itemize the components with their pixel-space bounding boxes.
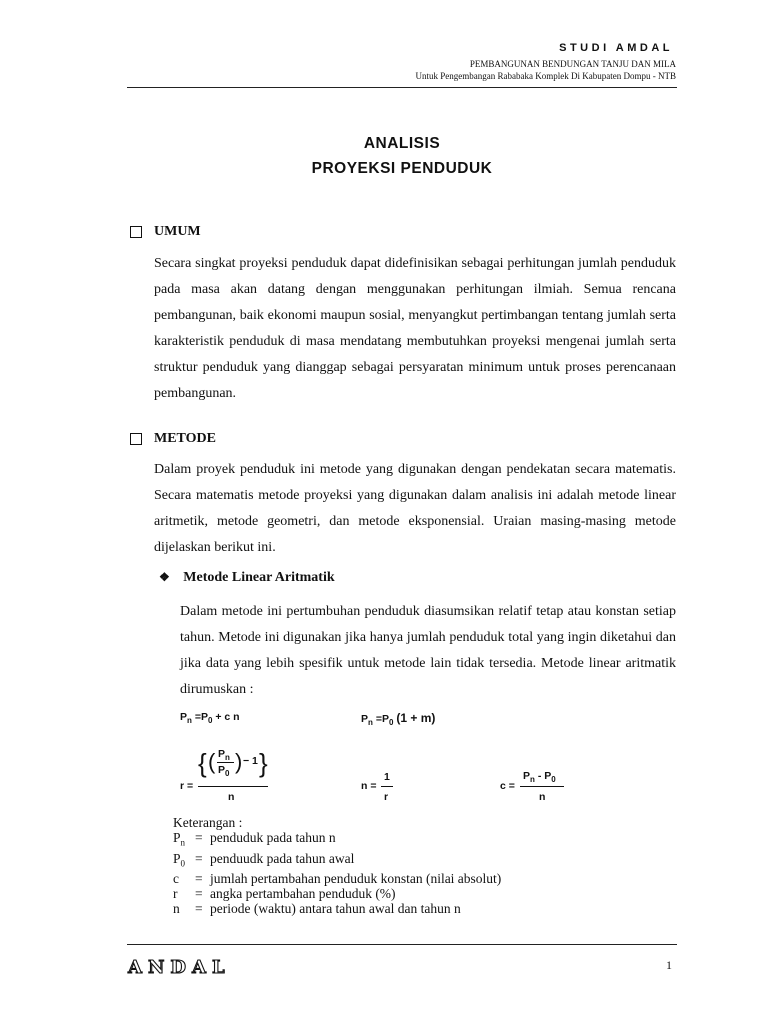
- formula-linear: $P_n =P_0 + c$ n: [180, 711, 240, 726]
- footer-logo: ANDAL: [128, 957, 231, 978]
- subsection-heading-linear-label: Metode Linear Aritmatik: [183, 570, 335, 585]
- left-paren-icon: (: [208, 749, 216, 774]
- page-number: 1: [666, 958, 672, 972]
- formula-r-denominator: n: [228, 791, 235, 803]
- section-heading-umum-label: UMUM: [154, 224, 201, 239]
- formula-r-pn: $P_n$: [218, 748, 230, 763]
- section-heading-metode-label: METODE: [154, 431, 216, 446]
- formula-c-symbol: c =: [500, 780, 515, 792]
- formula-n-numerator: 1: [384, 771, 390, 783]
- formula-c-numerator: $P_n - P_0$: [523, 770, 556, 785]
- checkbox-bullet-icon: [130, 433, 142, 445]
- right-paren-icon: ): [235, 749, 243, 774]
- legend-item: n = periode (waktu) antara tahun awal dan tahun n: [173, 901, 461, 917]
- formula-c-denominator: n: [539, 791, 546, 803]
- legend-item: $P_0$ = penduudk pada tahun awal: [173, 850, 355, 869]
- header-rule: [127, 87, 677, 88]
- paragraph-metode: Dalam proyek penduduk ini metode yang digunakan dengan pendekatan secara matematis. Secara matematis metode proyeksi yang digunakan dalam analisis ini adalah metode linear aritmetik, metode geometri, dan metode eksponensial. Uraian masing-masing metode dijelaskan berikut ini.: [154, 462, 676, 555]
- header-subtitle-location: Untuk Pengembangan Rababaka Komplek Di Kabupaten Dompu - NTB: [415, 71, 676, 81]
- fraction-bar: [198, 786, 268, 787]
- formula-r-brace: [198, 746, 268, 778]
- section-heading-metode: [130, 431, 216, 447]
- formula-linear-alt: $P_n =P_0$ (1 + m): [361, 711, 436, 728]
- fraction-bar: [381, 786, 393, 787]
- legend-item: $P_n$ = penduduk pada tahun n: [173, 830, 336, 848]
- page-title-line-1: ANALISIS: [363, 135, 441, 152]
- header-title: STUDI AMDAL: [559, 42, 673, 54]
- diamond-bullet-icon: ❖: [159, 570, 170, 584]
- section-heading-umum: [130, 224, 201, 240]
- formula-n-denominator: r: [384, 791, 389, 803]
- legend-item: r = angka pertambahan penduduk (%): [173, 886, 396, 902]
- checkbox-bullet-icon: [130, 226, 142, 238]
- formula-r-symbol: r =: [180, 780, 194, 792]
- header-subtitle-project: PEMBANGUNAN BENDUNGAN TANJU DAN MILA: [469, 59, 676, 69]
- subsection-heading-linear: [159, 570, 335, 586]
- legend-item: c = jumlah pertambahan penduduk konstan (nilai absolut): [173, 871, 502, 887]
- formula-r-minus-one: − 1: [243, 755, 258, 767]
- footer-rule: [127, 944, 677, 945]
- fraction-bar: [217, 762, 234, 763]
- formula-r-p0: $P_0$: [218, 764, 230, 779]
- fraction-bar: [520, 786, 564, 787]
- legend-intro: Keterangan :: [173, 815, 243, 830]
- paragraph-umum: Secara singkat proyeksi penduduk dapat didefinisikan sebagai perhitungan jumlah penduduk pada masa akan datang dengan menggunakan perhitungan ilmiah. Semua rencana pembangunan, baik ekonomi maupun sosial, menyangkut pertimbangan tentang jumlah serta karakteristik penduduk di masa mendatang membutuhkan proyeksi mengenai jumlah serta struktur penduduk yang dianggap sebagai persyaratan minimum untuk proses perencanaan pembangunan.: [154, 256, 676, 401]
- left-brace-icon: {: [198, 748, 207, 778]
- right-brace-icon: }: [259, 748, 268, 778]
- paragraph-linear: Dalam metode ini pertumbuhan penduduk diasumsikan relatif tetap atau konstan setiap tahun. Metode ini digunakan jika hanya jumlah penduduk total yang ingin diketahui dan jika data yang lebih spesifik untuk metode lain tidak tersedia. Metode linear aritmatik dirumuskan :: [180, 604, 676, 697]
- page-title-line-2: PROYEKSI PENDUDUK: [311, 160, 493, 177]
- legend: [173, 815, 501, 916]
- formula-n-symbol: n =: [361, 780, 377, 792]
